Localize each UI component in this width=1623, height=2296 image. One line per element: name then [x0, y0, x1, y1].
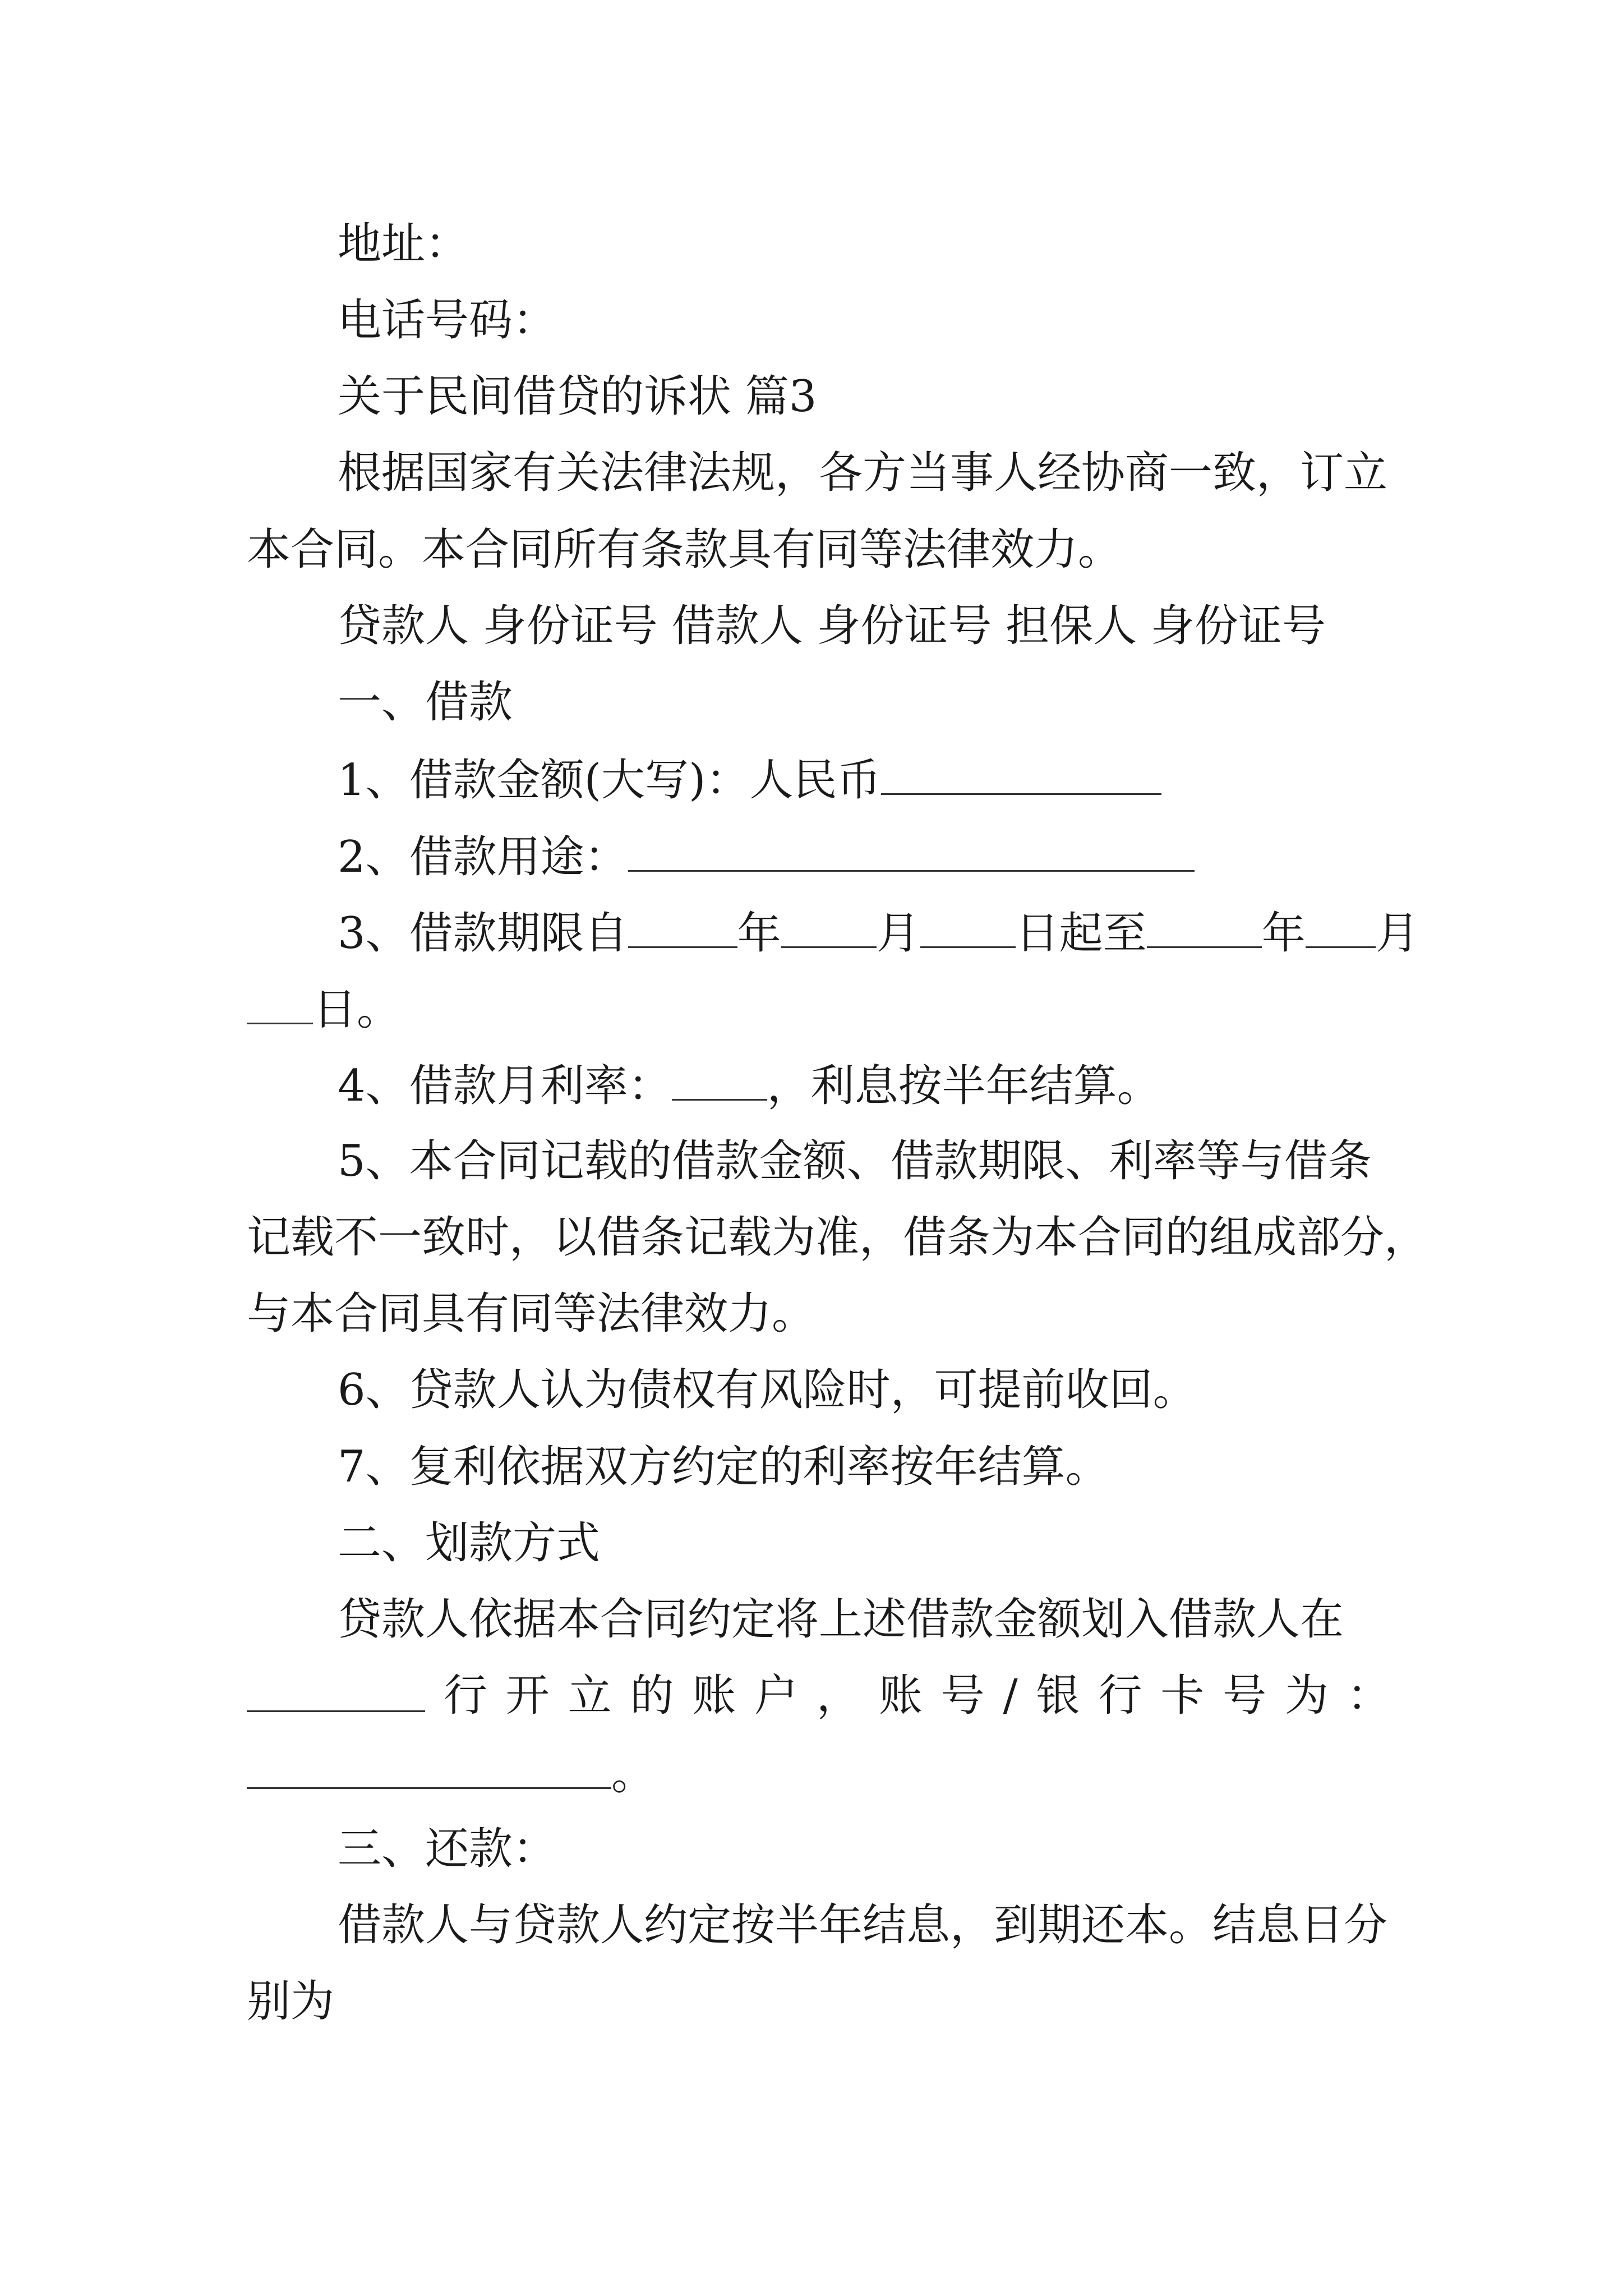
- transfer-char: 账: [878, 1671, 923, 1721]
- transfer-char: 号: [940, 1671, 985, 1721]
- phone-line: 电话号码：: [338, 295, 557, 346]
- heading-repay: 三、还款：: [338, 1824, 557, 1874]
- item-3-text: 3、借款期限自: [338, 908, 628, 959]
- transfer-char: 号: [1223, 1671, 1267, 1721]
- item-3-cont: [247, 980, 1391, 1036]
- repay-line-2: 别为: [247, 1976, 335, 2027]
- transfer-char: 开: [505, 1671, 550, 1721]
- account-number-blank[interactable]: [247, 1745, 611, 1789]
- intro-line-1: 根据国家有关法律法规，各方当事人经协商一致，订立: [338, 448, 1388, 498]
- transfer-char: 卡: [1160, 1671, 1205, 1721]
- end-day-label: 日。: [313, 984, 401, 1035]
- transfer-char: 账: [692, 1671, 736, 1721]
- item-7: 7、复利依据双方约定的利率按年结算。: [338, 1442, 1109, 1492]
- end-month-label: 月: [1375, 908, 1419, 959]
- parties-line: 贷款人 身份证号 借款人 身份证号 担保人 身份证号: [338, 601, 1326, 651]
- intro-line-2: 本合同。本合同所有条款具有同等法律效力。: [247, 524, 1122, 575]
- item-5-line-2: 记载不一致时，以借条记载为准，借条为本合同的组成部分，: [247, 1212, 1428, 1263]
- transfer-char: 户: [754, 1671, 799, 1721]
- end-year-blank[interactable]: [1147, 904, 1262, 948]
- start-month-blank[interactable]: [781, 904, 877, 948]
- end-month-blank[interactable]: [1306, 904, 1376, 948]
- item-4-text-b: ，利息按半年结算。: [767, 1061, 1161, 1111]
- purpose-blank[interactable]: [628, 827, 1195, 872]
- rate-blank[interactable]: [672, 1056, 767, 1101]
- item-2: [338, 827, 1392, 884]
- item-5-line-3: 与本合同具有同等法律效力。: [247, 1289, 816, 1339]
- transfer-char: 银: [1036, 1671, 1080, 1721]
- item-6: 6、贷款人认为债权有风险时，可提前收回。: [338, 1365, 1197, 1415]
- transfer-char: ，: [816, 1671, 860, 1721]
- transfer-char: 行: [1098, 1671, 1142, 1721]
- item-2-text: 2、借款用途：: [338, 832, 628, 882]
- section-title: 关于民间借贷的诉状 篇3: [338, 371, 817, 422]
- amount-blank[interactable]: [881, 751, 1161, 795]
- item-1: [338, 751, 1392, 807]
- transfer-char: ：: [1347, 1671, 1391, 1721]
- transfer-line-3: [247, 1745, 1391, 1801]
- item-4: [338, 1056, 1392, 1112]
- transfer-char: 为: [1284, 1671, 1329, 1721]
- transfer-end: 。: [611, 1749, 656, 1800]
- transfer-line-2: [247, 1668, 1391, 1724]
- bank-blank[interactable]: [247, 1668, 425, 1712]
- item-4-text: 4、借款月利率：: [338, 1061, 672, 1111]
- transfer-char: 的: [630, 1671, 674, 1721]
- transfer-char: 行: [443, 1671, 487, 1721]
- end-year-label: 年: [1261, 908, 1306, 959]
- item-5-line-1: 5、本合同记载的借款金额、借款期限、利率等与借条: [338, 1136, 1372, 1186]
- item-3: [338, 904, 1419, 960]
- heading-loan: 一、借款: [338, 677, 513, 728]
- start-month-label: 月: [876, 908, 920, 959]
- start-year-label: 年: [737, 908, 781, 959]
- end-day-blank[interactable]: [247, 980, 313, 1024]
- start-year-blank[interactable]: [628, 904, 737, 948]
- item-1-text: 1、借款金额(大写)：人民币: [338, 755, 881, 806]
- start-day-blank[interactable]: [920, 904, 1016, 948]
- start-day-label: 日起至: [1015, 908, 1147, 959]
- repay-line-1: 借款人与贷款人约定按半年结息，到期还本。结息日分: [338, 1900, 1388, 1950]
- transfer-char: /: [1003, 1671, 1018, 1721]
- transfer-line-1: 贷款人依据本合同约定将上述借款金额划入借款人在: [338, 1594, 1344, 1645]
- transfer-char: 立: [568, 1671, 612, 1721]
- address-line: 地址：: [338, 219, 469, 269]
- heading-transfer: 二、划款方式: [338, 1518, 601, 1568]
